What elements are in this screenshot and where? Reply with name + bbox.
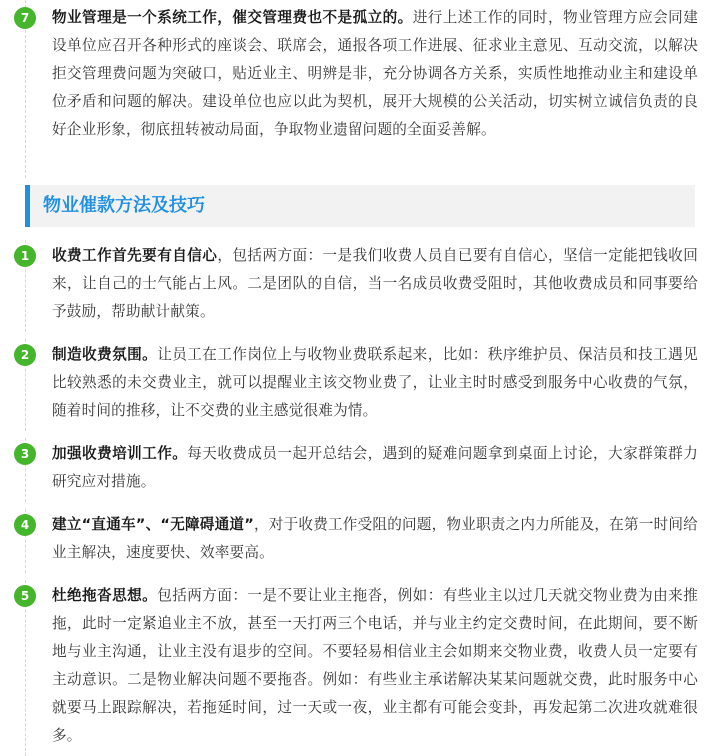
item-text [52, 4, 698, 144]
item-body: ，对于收费工作受阻的问题，物业职责之内力所能及，在第一时间给业主解决，速度要快、效率要高。 [52, 516, 698, 561]
number-badge: 5 [14, 585, 36, 607]
item-body: ，包括两方面：一是我们收费人员自已要有自信心，坚信一定能把钱收回来，让自己的士气能占上风。二是团队的自信，当一名成员收费受阻时，其他收费成员和同事要给予鼓励，帮助献计献策。 [52, 247, 699, 320]
item-lead: 物业管理是一个系统工作，催交管理费也不是孤立的。 [52, 9, 413, 26]
item-lead: 加强收费培训工作。 [52, 445, 188, 462]
item-lead: 建立“直通车”、“无障碍通道” [52, 516, 254, 533]
number-badge: 7 [14, 7, 36, 29]
section-heading [25, 185, 695, 227]
list-item-2 [0, 339, 723, 431]
item-body: 包括两方面：一是不要让业主拖沓，例如：有些业主以过几天就交物业费为由来推拖，此时一定紧追业主不放，甚至一天打两三个电话，并与业主约定交费时间，在此期间，要不断地与业主沟通，让业主没有退步的空间。不要轻易相信业主会如期来交物业费，收费人员一定要有主动意识。二是物业解决问题不要拖沓。例如：有些业主承诺解决某某问题就交费，此时服务中心就要马上跟踪解决，若拖延时间，过一天或一夜，业主都有可能会变卦，再发起第二次进攻就难很多。 [52, 587, 698, 744]
list-item-4 [0, 509, 723, 573]
number-badge: 1 [14, 245, 36, 267]
number-badge: 2 [14, 344, 36, 366]
item-lead: 收费工作首先要有自信心 [52, 247, 218, 264]
section-title: 物业催款方法及技巧 [43, 195, 205, 216]
item-text [52, 341, 698, 425]
item-text [52, 242, 698, 326]
list-item-5 [0, 580, 723, 756]
number-badge: 4 [14, 514, 36, 536]
list-item-3 [0, 438, 723, 502]
item-text [52, 440, 698, 496]
item-body: 进行上述工作的同时，物业管理方应会同建设单位应召开各种形式的座谈会、联席会，通报各项工作进展、征求业主意见、互动交流，以解决拒交管理费问题为突破口，贴近业主、明辨是非，充分协调各方关系，实质性地推动业主和建设单位矛盾和问题的解决。建设单位也应以此为契机，展开大规模的公关活动，切实树立诚信负责的良好企业形象，彻底扭转被动局面，争取物业遗留问题的全面妥善解。 [52, 9, 698, 138]
item-lead: 制造收费氛围。 [52, 346, 158, 363]
item-body: 每天收费成员一起开总结会，遇到的疑难问题拿到桌面上讨论，大家群策群力研究应对措施。 [52, 445, 698, 490]
item-text [52, 582, 698, 750]
list-item-7 [0, 0, 723, 178]
item-lead: 杜绝拖沓思想。 [52, 587, 158, 604]
item-text [52, 511, 698, 567]
number-badge: 3 [14, 443, 36, 465]
item-body: 让员工在工作岗位上与收物业费联系起来，比如：秩序维护员、保洁员和技工遇见比较熟悉的未交费业主，就可以提醒业主该交物业费了，让业主时时感受到服务中心收费的气氛，随着时间的推移，让不交费的业主感觉很难为情。 [52, 346, 698, 419]
list-item-1 [0, 240, 723, 332]
